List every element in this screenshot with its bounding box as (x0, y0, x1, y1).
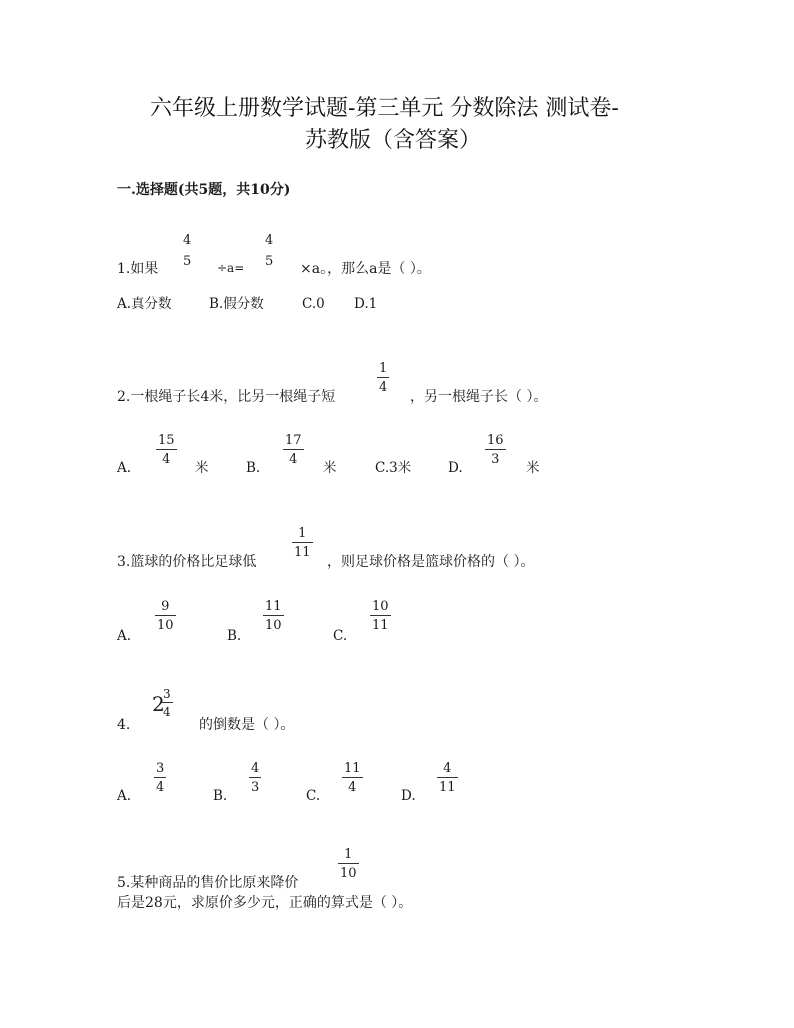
page-title-line1: 六年级上册数学试题-第三单元 分数除法 测试卷- (150, 96, 619, 121)
q2-a-denominator: 4 (162, 452, 171, 467)
q3-c-denominator: 11 (372, 618, 389, 633)
page-title-line2: 苏教版（含答案） (305, 128, 482, 153)
q2-a-numerator: 15 (158, 433, 175, 448)
q3-f-denominator: 11 (294, 545, 311, 560)
q3-a-numerator: 9 (161, 599, 170, 614)
q4-c-denominator: 4 (348, 780, 357, 795)
q2-option-b-fraction (283, 434, 304, 466)
q1-f1-denominator: 5 (183, 254, 192, 269)
q4-b-denominator: 3 (251, 780, 260, 795)
q1-fraction-1 (181, 234, 193, 268)
q3-c-numerator: 10 (372, 599, 389, 614)
q3-b-numerator: 11 (265, 599, 282, 614)
q3-b-denominator: 10 (265, 618, 282, 633)
q4-b-numerator: 4 (251, 761, 260, 776)
q2-prefix: 2.一根绳子长4米，比另一根绳子短 (117, 389, 336, 405)
q1-prefix: 1.如果 (117, 261, 159, 277)
q3-suffix: ，则足球价格是篮球价格的（ ）。 (327, 554, 535, 570)
q4-option-d-fraction (437, 762, 458, 794)
q4-a-denominator: 4 (156, 780, 165, 795)
q4-option-d-label: D. (401, 788, 416, 804)
section-heading: 一.选择题(共5题，共10分) (117, 182, 291, 198)
q3-option-c-label: C. (333, 628, 348, 644)
q2-suffix: ，另一根绳子长（ ）。 (410, 389, 548, 405)
q4-mixed-fraction (161, 688, 173, 718)
q3-option-a-label: A. (117, 628, 132, 644)
q3-f-numerator: 1 (298, 526, 307, 541)
q1-option-c: C.0 (302, 296, 325, 312)
q1-mid: ÷a= (217, 261, 245, 275)
q2-option-c: C.3米 (375, 460, 412, 476)
q2-option-a-unit: 米 (195, 460, 209, 476)
q4-prefix: 4. (117, 717, 131, 733)
q3-fraction (292, 527, 313, 559)
q2-b-numerator: 17 (285, 433, 302, 448)
q1-f2-denominator: 5 (265, 254, 274, 269)
q3-option-c-fraction (370, 600, 391, 632)
q3-option-b-fraction (263, 600, 284, 632)
q3-option-b-label: B. (227, 628, 242, 644)
q4-option-b-fraction (249, 762, 261, 794)
q1-option-d: D.1 (354, 296, 378, 312)
q1-option-b: B.假分数 (209, 296, 264, 312)
q4-option-c-label: C. (306, 788, 321, 804)
q1-f2-numerator: 4 (265, 233, 274, 248)
q2-option-d-fraction (485, 434, 506, 466)
q4-suffix: 的倒数是（ ）。 (199, 717, 295, 733)
q5-f-denominator: 10 (340, 866, 357, 881)
q4-f-denominator: 4 (163, 705, 171, 719)
q2-option-a-label: A. (117, 460, 132, 476)
q2-option-a-fraction (156, 434, 177, 466)
q2-d-denominator: 3 (491, 452, 500, 467)
q2-b-denominator: 4 (289, 452, 298, 467)
q5-fraction (338, 848, 359, 880)
q4-a-numerator: 3 (156, 761, 165, 776)
q5-prefix: 5.某种商品的售价比原来降价 (117, 875, 299, 891)
q2-fraction (377, 362, 389, 394)
q2-option-b-label: B. (246, 460, 261, 476)
q3-option-a-fraction (155, 600, 176, 632)
q3-a-denominator: 10 (157, 618, 174, 633)
q3-prefix: 3.篮球的价格比足球低 (117, 554, 257, 570)
q4-option-c-fraction (342, 762, 363, 794)
q2-d-numerator: 16 (487, 433, 504, 448)
q4-f-numerator: 3 (163, 687, 171, 701)
q5-line2: 后是28元，求原价多少元，正确的算式是（ ）。 (117, 895, 413, 911)
q4-option-b-label: B. (213, 788, 228, 804)
q4-option-a-fraction (154, 762, 166, 794)
q1-suffix: ×a。，那么a是（ ）。 (300, 261, 431, 277)
q2-option-d-label: D. (448, 460, 463, 476)
q1-f1-numerator: 4 (183, 233, 192, 248)
q2-f-numerator: 1 (379, 361, 388, 376)
q5-f-numerator: 1 (344, 847, 353, 862)
q2-option-d-unit: 米 (526, 460, 540, 476)
q4-d-numerator: 4 (443, 761, 452, 776)
q4-mixed-whole: 2 (152, 692, 165, 716)
q2-f-denominator: 4 (379, 380, 388, 395)
q2-option-b-unit: 米 (323, 460, 337, 476)
q1-fraction-2 (263, 234, 275, 268)
q1-option-a: A.真分数 (117, 296, 172, 312)
q4-c-numerator: 11 (344, 761, 361, 776)
q4-option-a-label: A. (117, 788, 132, 804)
q4-d-denominator: 11 (439, 780, 456, 795)
